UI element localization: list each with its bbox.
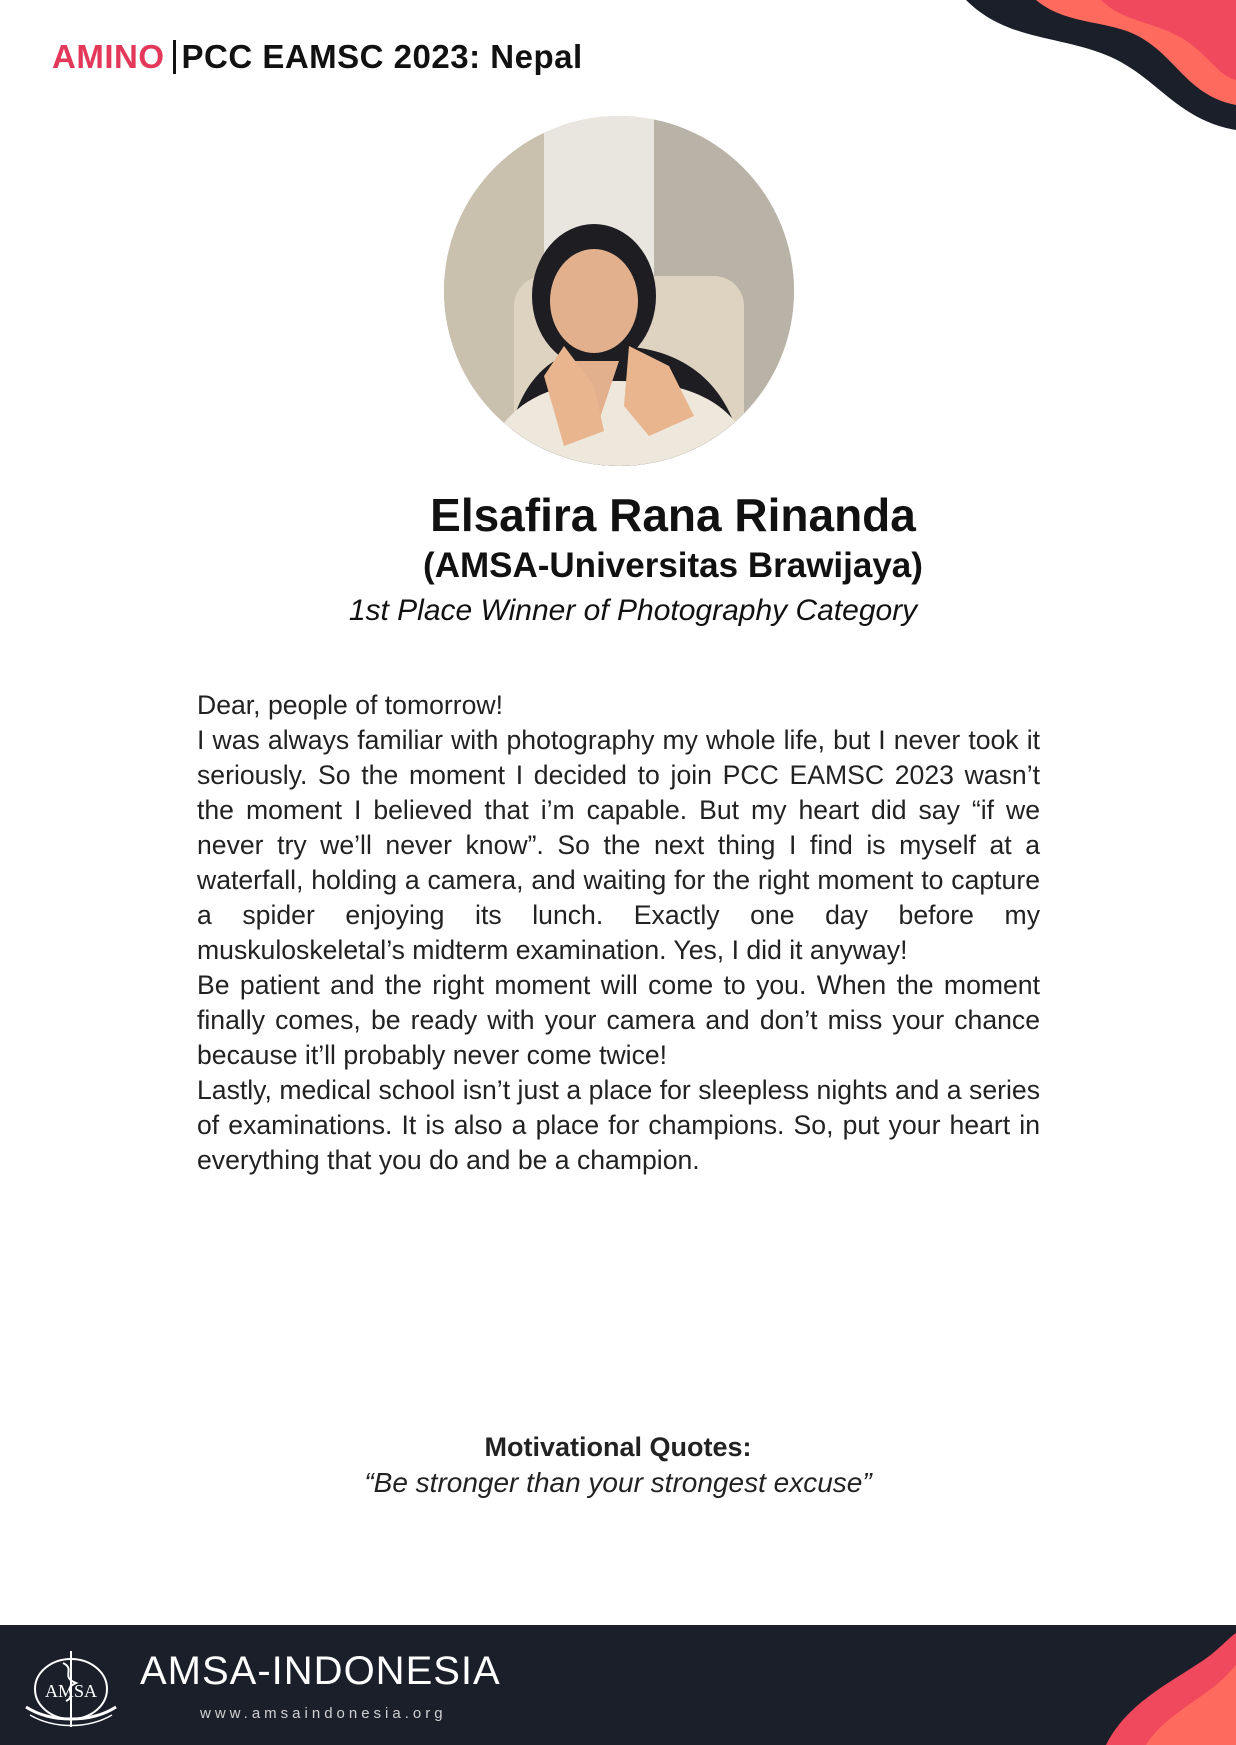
person-affiliation: (AMSA-Universitas Brawijaya) — [423, 546, 923, 585]
header-divider — [173, 40, 176, 74]
profile-photo — [444, 116, 794, 466]
page-footer — [0, 1625, 1236, 1745]
corner-wave-top-decoration — [936, 0, 1236, 150]
page-header — [52, 38, 583, 76]
quote-text: “Be stronger than your strongest excuse” — [364, 1467, 872, 1498]
corner-wave-bottom-decoration — [1016, 1625, 1236, 1745]
brand-label: AMINO — [52, 38, 165, 75]
letter-body — [197, 688, 1040, 1178]
amsa-logo-text: AMSA — [44, 1681, 98, 1701]
quote-heading: Motivational Quotes: — [484, 1432, 752, 1462]
letter-paragraph: Be patient and the right moment will come to you. When the moment finally comes, be ready with your camera and don’t miss your chance because it’ll probably never come twice! — [197, 970, 1040, 1070]
amsa-logo-icon — [16, 1645, 126, 1737]
event-title: PCC EAMSC 2023: Nepal — [181, 38, 583, 75]
org-name: AMSA-INDONESIA — [140, 1649, 501, 1693]
award-title: 1st Place Winner of Photography Category — [348, 594, 918, 627]
person-name: Elsafira Rana Rinanda — [430, 489, 916, 541]
org-url[interactable]: www.amsaindonesia.org — [200, 1705, 447, 1722]
profile-photo-illustration — [444, 116, 794, 466]
letter-paragraph: I was always familiar with photography my whole life, but I never took it seriously. So the moment I decided to join PCC EAMSC 2023 wasn’t the moment I believed that i’m capable. But my heart did say “if we never try we’ll never know”. So the next thing I find is myself at a waterfall, holding a camera, and waiting for the right moment to capture a spider enjoying its lunch. Exactly one day before my muskuloskeletal’s midterm examination. Yes, I did it anyway! — [197, 725, 1040, 965]
letter-paragraph: Dear, people of tomorrow! — [197, 690, 503, 720]
letter-paragraph: Lastly, medical school isn’t just a place for sleepless nights and a series of examinations. It is also a place for champions. So, put your heart in everything that you do and be a champion. — [197, 1075, 1040, 1175]
